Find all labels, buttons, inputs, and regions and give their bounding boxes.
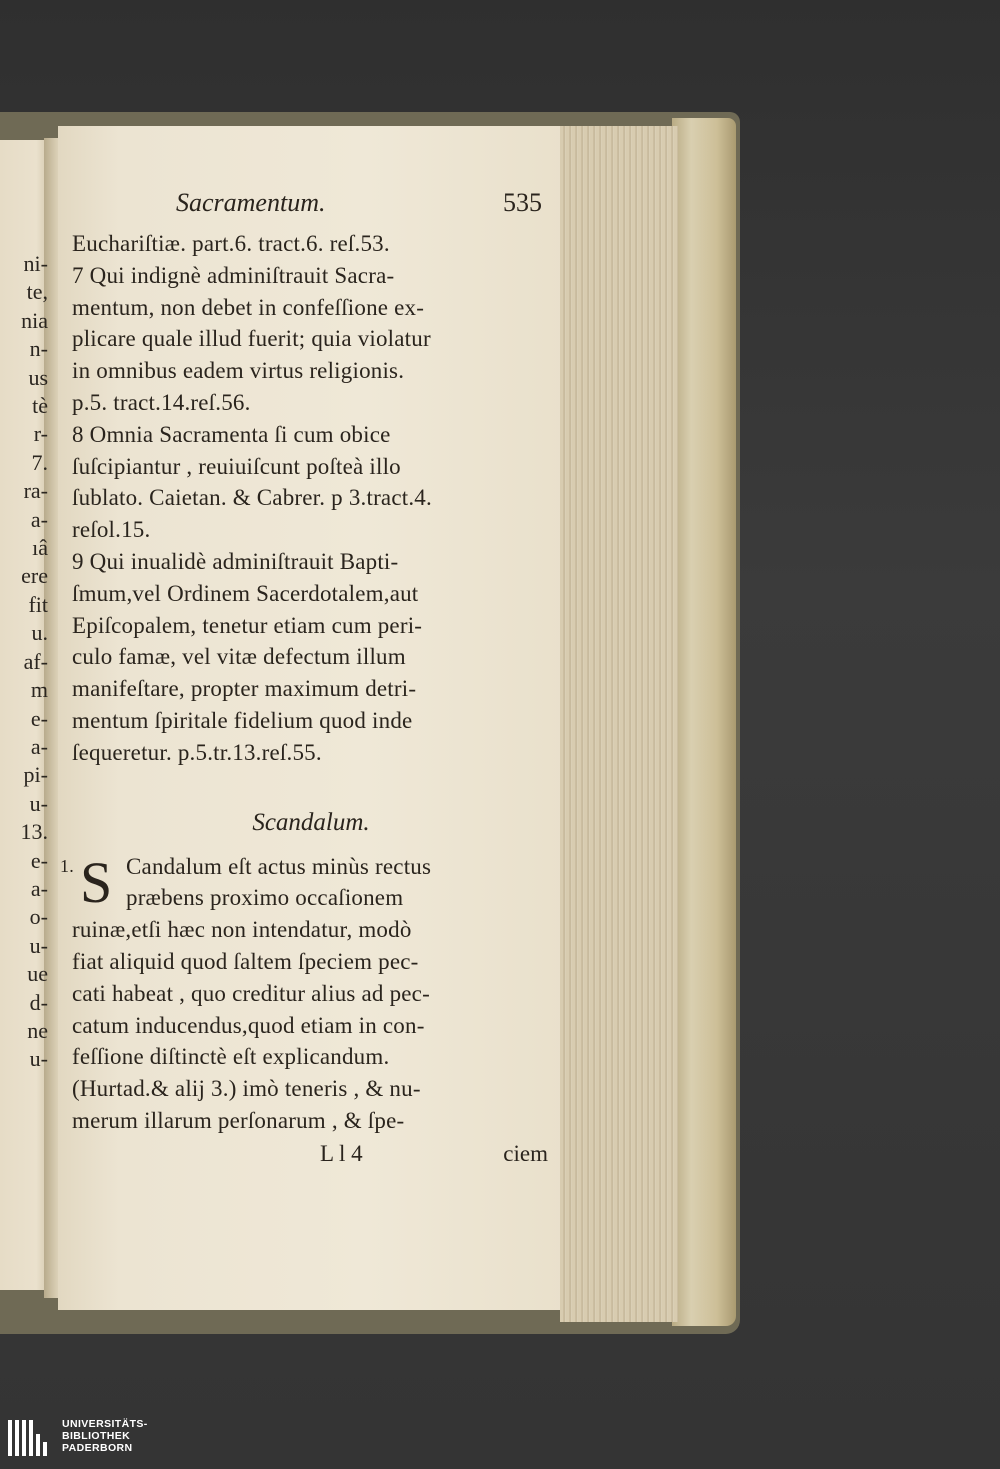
- left-fragment-line: tè: [32, 393, 48, 419]
- text-line: (Hurtad.& alij 3.) imò teneris , & nu-: [72, 1076, 421, 1102]
- left-fragment-line: u.: [31, 620, 48, 646]
- section-line-text: Candalum eſt actus minùs rectus: [126, 853, 432, 879]
- text-line: culo famæ, vel vitæ defectum illum: [72, 644, 406, 670]
- left-fragment-line: a-: [30, 875, 48, 901]
- library-logo-icon: [8, 1420, 52, 1456]
- signature-mark: L l 4: [320, 1140, 363, 1166]
- text-line: fiat aliquid quod ſaltem ſpeciem pec-: [72, 948, 419, 974]
- left-fragment-line: ıâ: [32, 535, 48, 561]
- text-line: feſſione diſtinctè eſt explicandum.: [72, 1044, 390, 1070]
- left-fragment-line: u-: [29, 1046, 48, 1072]
- body-paragraphs: [72, 228, 550, 769]
- text-line: cati habeat , quo creditur alius ad pec-: [72, 980, 430, 1006]
- left-fragment-line: e-: [30, 705, 48, 731]
- left-fragment-line: m: [30, 677, 48, 703]
- text-line: ſequeretur. p.5.tr.13.reſ.55.: [72, 739, 322, 765]
- left-fragment-line: n-: [29, 336, 48, 362]
- page-text-column: [60, 188, 550, 1171]
- text-line: catum inducendus,quod etiam in con-: [72, 1012, 425, 1038]
- left-fragment-line: u-: [29, 932, 48, 958]
- left-fragment-line: r-: [33, 421, 48, 447]
- text-line: merum illarum perſonarum , & ſpe-: [72, 1107, 405, 1133]
- text-line: mentum, non debet in confeſſione ex-: [72, 294, 425, 320]
- section-number: 1.: [60, 855, 74, 876]
- left-fragment-line: e-: [30, 847, 48, 873]
- left-fragment-line: d-: [29, 989, 48, 1015]
- text-line: in omnibus eadem virtus religionis.: [72, 358, 405, 384]
- left-fragment-line: u-: [29, 790, 48, 816]
- text-line: 7 Qui indignè adminiſtrauit Sacra-: [72, 262, 395, 288]
- left-fragment-line: af-: [23, 648, 48, 674]
- left-fragment-line: fit: [28, 591, 48, 617]
- left-fragment-line: 7.: [31, 449, 48, 475]
- text-line: ſublato. Caietan. & Cabrer. p 3.tract.4.: [72, 485, 432, 511]
- library-logo-text: UNIVERSITÄTS- BIBLIOTHEK PADERBORN: [62, 1418, 148, 1454]
- text-line: p.5. tract.14.reſ.56.: [72, 389, 251, 415]
- text-line: præbens proximo occaſionem: [126, 885, 404, 911]
- running-head-title: Sacramentum.: [176, 188, 326, 217]
- text-line: ſuſcipiantur , reuiuiſcunt poſteà illo: [72, 453, 401, 479]
- running-head: [72, 188, 550, 228]
- page-footer: [72, 1137, 550, 1171]
- text-line: manifeſtare, propter maximum detri-: [72, 676, 417, 702]
- text-line: plicare quale illud fuerit; quia violatur: [72, 326, 431, 352]
- left-fragment-line: te,: [26, 279, 48, 305]
- left-fragment-line: a-: [30, 733, 48, 759]
- text-line: ſmum,vel Ordinem Sacerdotalem,aut: [72, 580, 419, 606]
- left-fragment-line: 13.: [20, 819, 48, 845]
- catchword: ciem: [503, 1140, 548, 1166]
- left-fragment-line: ue: [27, 961, 48, 987]
- left-fragment-line: pi-: [23, 762, 48, 788]
- page-number: 535: [503, 188, 542, 217]
- section-paragraph: [60, 849, 550, 1137]
- text-line: reſol.15.: [72, 517, 151, 543]
- text-line: ruinæ,etſi hæc non intendatur, modò: [72, 917, 412, 943]
- left-fragment-line: ni-: [23, 251, 48, 276]
- text-line: mentum ſpiritale fidelium quod inde: [72, 707, 413, 733]
- text-line: 8 Omnia Sacramenta ſi cum obice: [72, 421, 391, 447]
- page-stack: [560, 126, 678, 1322]
- text-line: 9 Qui inualidè adminiſtrauit Bapti-: [72, 548, 399, 574]
- left-fragment-line: us: [28, 364, 48, 390]
- left-fragment-line: ne: [27, 1017, 48, 1043]
- left-fragment-line: ra-: [23, 478, 48, 504]
- section-title: Scandalum.: [252, 808, 370, 836]
- left-fragment-line: o-: [29, 904, 48, 930]
- left-page-text-fragments: [0, 250, 48, 1074]
- book-fore-edge: [672, 118, 736, 1326]
- text-line: Epiſcopalem, tenetur etiam cum peri-: [72, 612, 423, 638]
- drop-capital: S: [80, 849, 113, 915]
- left-fragment-line: a-: [30, 506, 48, 532]
- left-fragment-line: ere: [21, 563, 48, 589]
- text-line: Euchariſtiæ. part.6. tract.6. reſ.53.: [72, 231, 390, 256]
- library-logo: [8, 1416, 168, 1462]
- left-fragment-line: nia: [21, 307, 48, 333]
